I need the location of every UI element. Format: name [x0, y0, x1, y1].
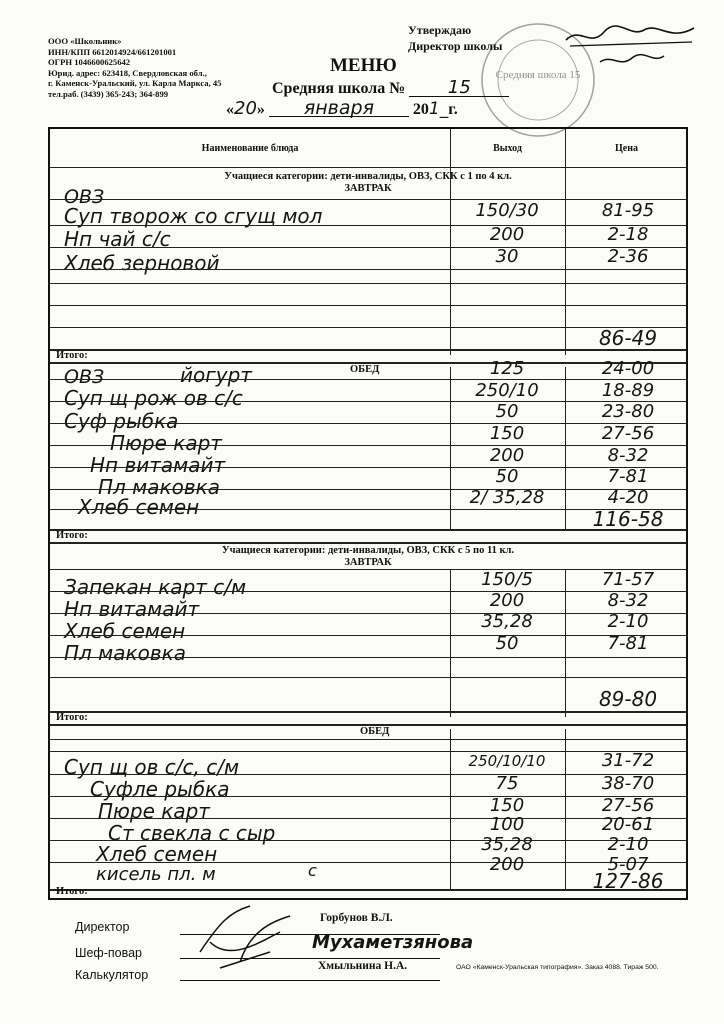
breakfast-title-1: ЗАВТРАК [344, 183, 392, 194]
printer-info: ОАО «Каменск-Уральская типография». Заказ 4088. Тираж 500. [456, 964, 659, 971]
list-item: Суп щ ов с/с, с/м [64, 755, 240, 779]
column-header-price: Цена [615, 142, 638, 154]
item-price: 20-61 [601, 814, 655, 835]
list-item: Пюре карт [110, 431, 222, 455]
list-item: Хлеб семен [64, 619, 186, 643]
date-year-suffix: 1_ [428, 99, 449, 119]
item-price: 7-81 [607, 466, 649, 487]
column-header-yield: Выход [493, 142, 522, 154]
lunch-title-2: ОБЕД [360, 726, 390, 737]
director-approve-label: Директор школы [408, 39, 503, 53]
group-label-ovz-1: ОВЗ [64, 186, 105, 208]
category-2: Учащиеся категории: дети-инвалиды, ОВЗ, СКК с 5 по 11 кл. [221, 545, 515, 556]
list-item: Суп творож со сгущ мол [64, 204, 323, 228]
director-label: Директор [75, 920, 130, 934]
total-label: Итого: [56, 712, 88, 723]
total-label: Итого: [56, 350, 88, 361]
item-price: 7-81 [607, 633, 649, 654]
item-yield: 200 [489, 590, 525, 611]
list-item: Запекан карт с/м [64, 575, 247, 599]
item-yield: 150 [489, 795, 525, 816]
item-yield: 200 [489, 445, 525, 466]
total-label: Итого: [56, 886, 88, 897]
item-yield: 2/ 35,28 [469, 487, 545, 508]
item-yield: 75 [495, 773, 519, 794]
column-header-name: Наименование блюда [201, 142, 299, 154]
item-yield: 30 [495, 246, 519, 267]
org-inn: ИНН/КПП 6612014924/661201001 [48, 46, 177, 57]
chef-label: Шеф-повар [75, 946, 142, 960]
item-yield: 150/30 [475, 200, 539, 221]
list-item: Хлеб зерновой [64, 251, 220, 275]
total-label: Итого: [56, 530, 88, 541]
item-price: 5-07 [607, 854, 649, 875]
list-item: Хлеб семен [96, 842, 218, 866]
date-quote-close: » [256, 101, 265, 118]
item-price: 2-10 [607, 611, 649, 632]
org-phone: тел.раб. (3439) 365-243; 364-899 [48, 88, 169, 99]
school-number: 15 [409, 80, 509, 97]
director-signature [560, 18, 700, 78]
date-day: 20 [234, 98, 257, 119]
date-month: января [269, 100, 409, 117]
total-breakfast-2: 89-80 [598, 687, 658, 711]
list-item: Нп витамайт [90, 453, 226, 477]
item-price: 24-00 [601, 358, 655, 379]
item-yield: 200 [489, 854, 525, 875]
date-line [226, 98, 458, 119]
item-yield: 35,28 [481, 611, 533, 632]
item-yield: 200 [489, 224, 525, 245]
item-yield: 100 [489, 814, 525, 835]
list-item: Нп чай с/с [64, 227, 171, 251]
chef-name: Мухаметзянова [312, 932, 474, 953]
item-yield: 125 [489, 358, 525, 379]
item-price: 27-56 [601, 795, 655, 816]
item-price: 2-18 [607, 224, 649, 245]
list-item: Пл маковка [64, 641, 186, 665]
school-line [272, 77, 509, 98]
item-price: 71-57 [601, 569, 655, 590]
calculator-name: Хмыльнина Н.А. [318, 960, 408, 972]
org-address-line2: г. Каменск-Уральский, ул. Карла Маркса, 45 [48, 78, 222, 89]
total-lunch-2: 127-86 [592, 869, 664, 893]
date-year-label: г. [448, 101, 458, 118]
item-price: 81-95 [601, 200, 655, 221]
date-year-prefix: 20 [412, 101, 429, 118]
item-yield: 250/10/10 [468, 752, 546, 770]
list-item: Суп щ рож ов с/с [64, 386, 243, 410]
org-address-line1: Юрид. адрес: 623418, Свердловская обл., [48, 67, 207, 78]
lunch-title-1: ОБЕД [350, 364, 380, 375]
item-yield: 250/10 [475, 380, 539, 401]
item-price: 8-32 [607, 590, 649, 611]
category-1: Учащиеся категории: дети-инвалиды, ОВЗ, СКК с 1 по 4 кл. [224, 171, 512, 182]
list-item: Пюре карт [98, 799, 210, 823]
list-item: йогурт [180, 363, 252, 387]
org-name: ООО «Школьник» [48, 36, 122, 46]
item-yield: 150 [489, 423, 525, 444]
director-signature-scribble [190, 902, 300, 974]
page-title: МЕНЮ [330, 55, 397, 76]
director-name: Горбунов В.Л. [320, 912, 393, 924]
approve-label: Утверждаю [408, 23, 472, 37]
breakfast-title-2: ЗАВТРАК [344, 557, 392, 568]
organization-info [48, 36, 221, 100]
item-price: 27-56 [601, 423, 655, 444]
list-item: кисель пл. м [96, 864, 216, 885]
item-price: 2-36 [607, 246, 649, 267]
stamp-text: Средняя школа 15 [495, 69, 581, 81]
item-yield: 50 [495, 633, 519, 654]
item-price: 2-10 [607, 834, 649, 855]
date-quote-open: « [226, 101, 234, 118]
group-label-ovz-2: ОВЗ [64, 366, 105, 388]
item-price: 31-72 [601, 750, 655, 771]
org-ogrn: ОГРН 1046600625642 [48, 57, 131, 68]
item-yield: 50 [495, 466, 519, 487]
approval-block [408, 22, 502, 54]
list-item: Суф рыбка [64, 409, 179, 433]
list-item: Ст свекла с сыр [108, 821, 276, 845]
calculator-label: Калькулятор [75, 968, 149, 982]
item-yield: 35,28 [481, 834, 533, 855]
item-price: 8-32 [607, 445, 649, 466]
extra-mark: с [308, 861, 317, 880]
list-item: Пл маковка [98, 475, 220, 499]
list-item: Суфле рыбка [90, 777, 230, 801]
item-price: 18-89 [601, 380, 655, 401]
item-yield: 150/5 [481, 569, 533, 590]
item-price: 23-80 [601, 401, 655, 422]
list-item: Нп витамайт [64, 597, 200, 621]
item-price: 4-20 [607, 487, 649, 508]
list-item: Хлеб семен [78, 495, 200, 519]
item-price: 38-70 [601, 773, 655, 794]
school-label: Средняя школа № [272, 80, 406, 97]
item-yield: 50 [495, 401, 519, 422]
menu-table [48, 127, 688, 900]
total-lunch-1: 116-58 [592, 507, 664, 531]
total-breakfast-1: 86-49 [598, 326, 658, 350]
